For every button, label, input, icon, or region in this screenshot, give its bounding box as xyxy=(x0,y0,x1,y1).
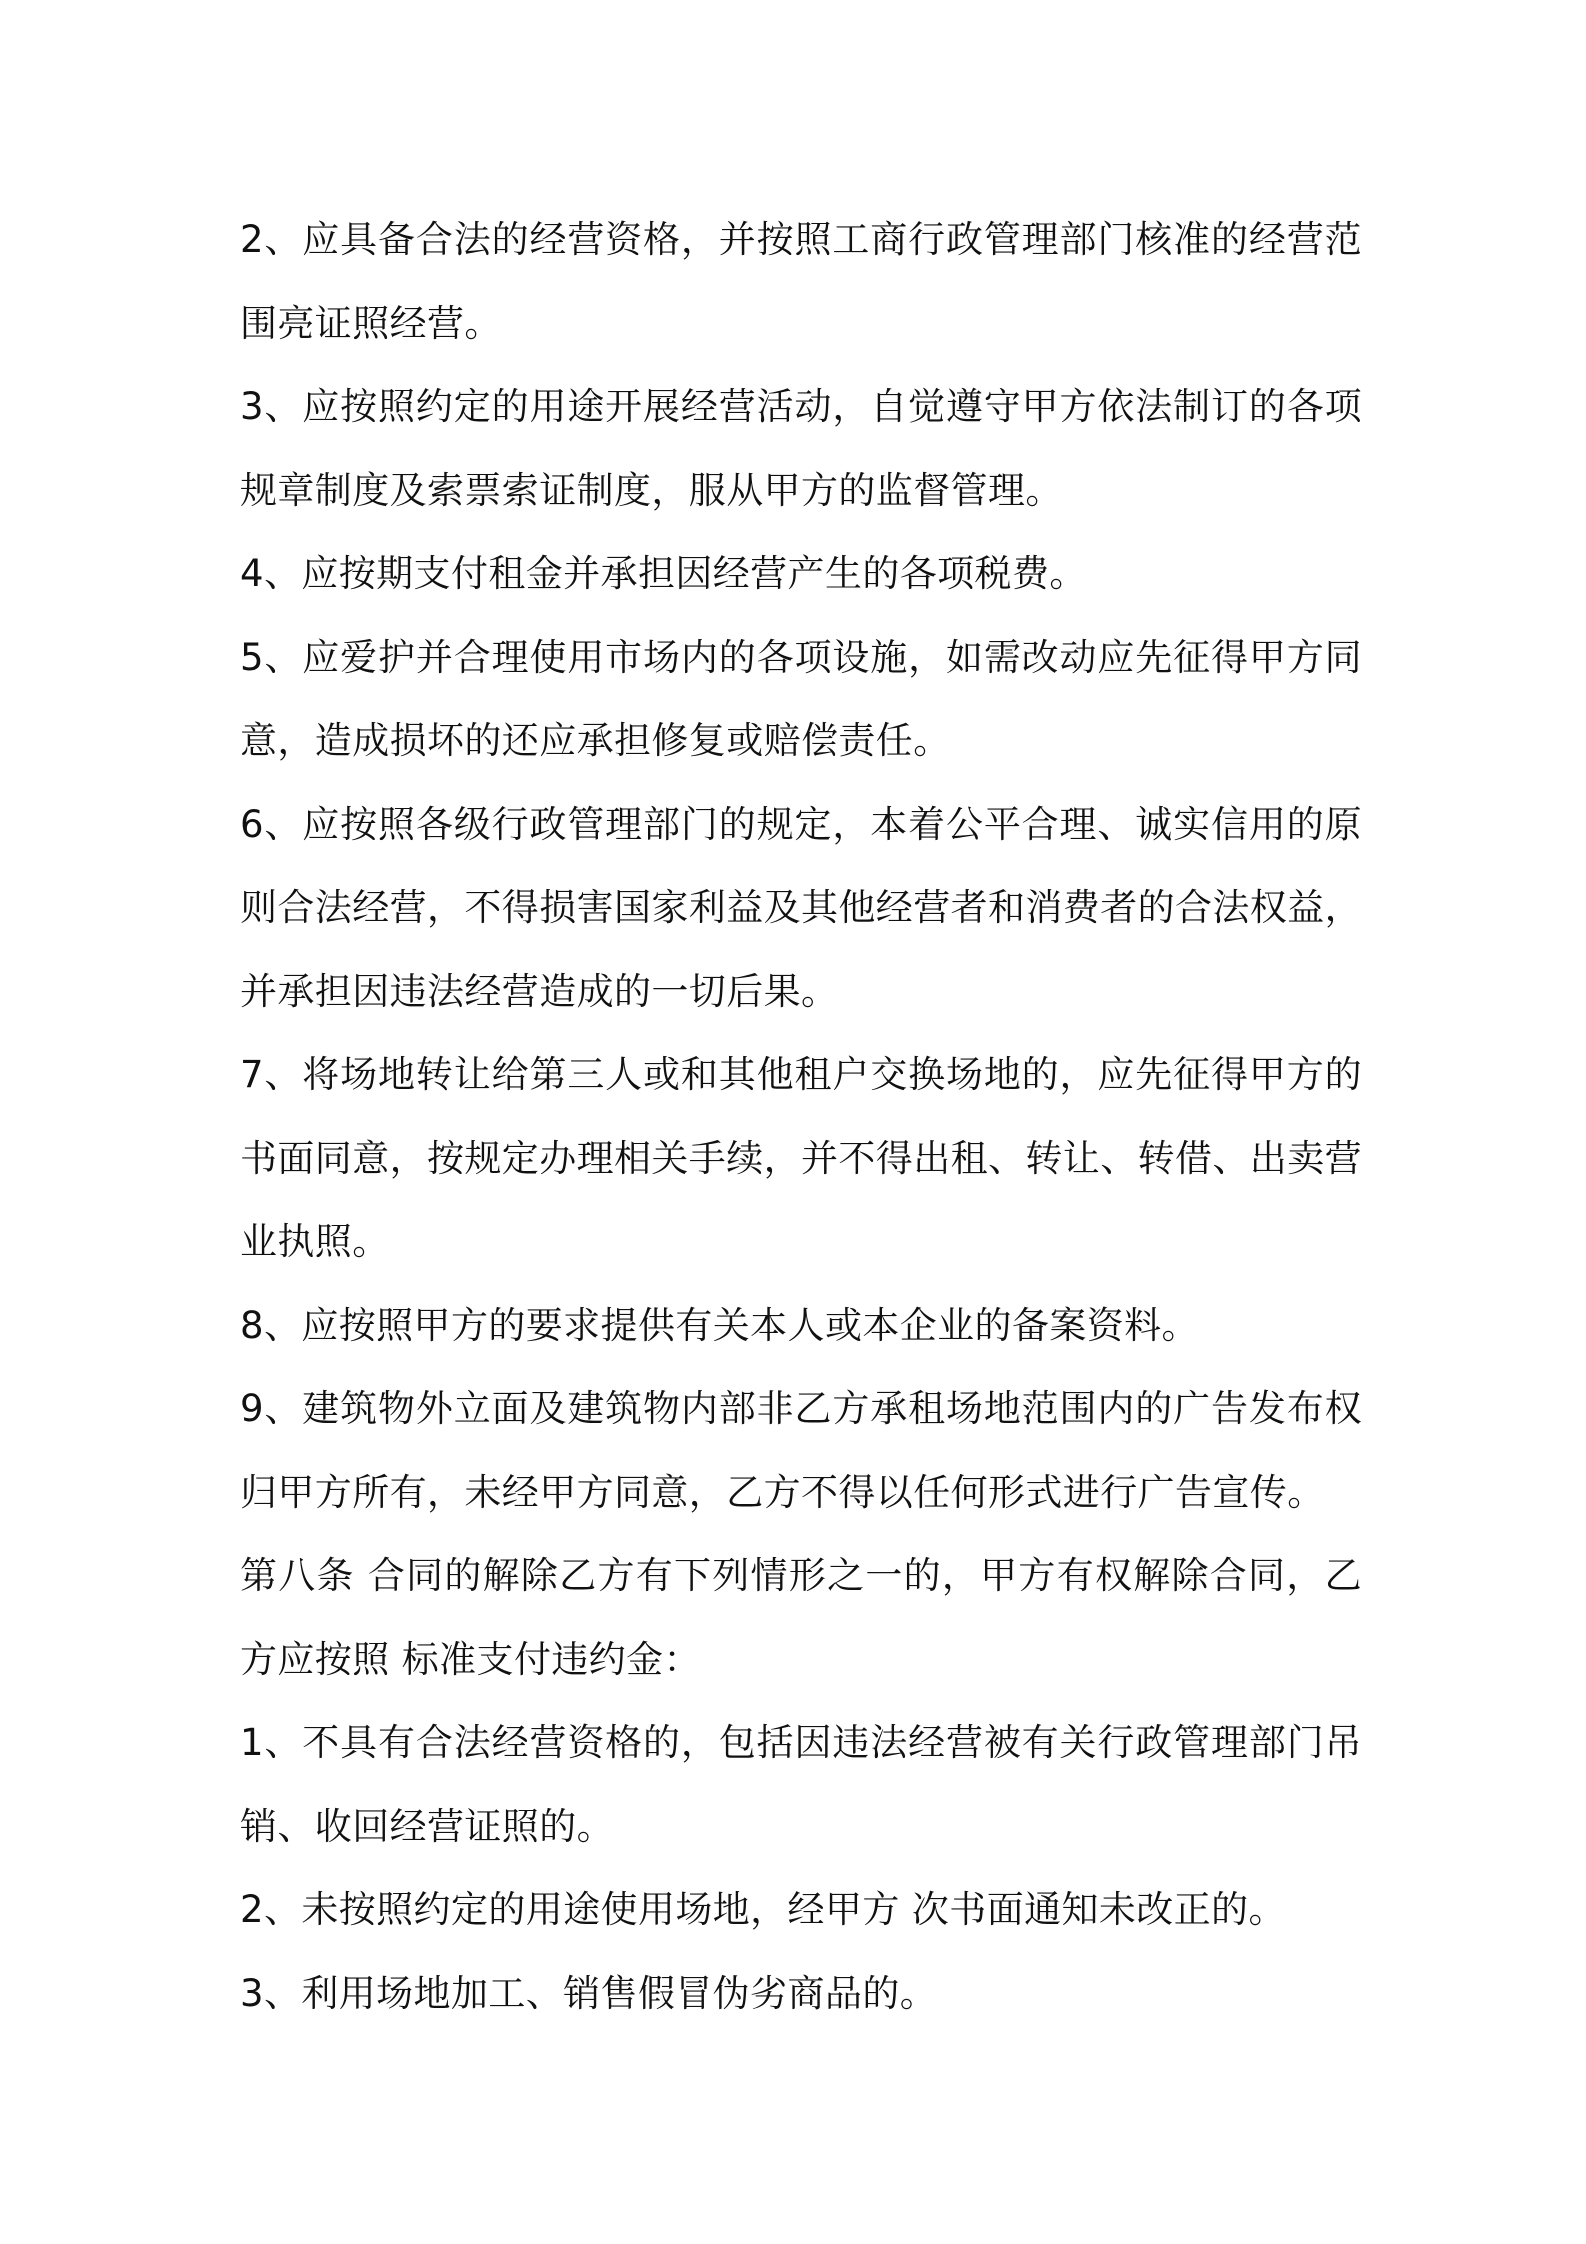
text-line: 第八条 合同的解除乙方有下列情形之一的，甲方有权解除合同，乙 xyxy=(240,1554,1362,1597)
text-line: 则合法经营，不得损害国家利益及其他经营者和消费者的合法权益， xyxy=(240,886,1362,929)
text-line: 4、应按期支付租金并承担因经营产生的各项税费。 xyxy=(240,552,1087,595)
text-line: 3、应按照约定的用途开展经营活动，自觉遵守甲方依法制订的各项 xyxy=(240,385,1362,428)
text-line: 并承担因违法经营造成的一切后果。 xyxy=(240,969,839,1013)
text-line: 5、应爱护并合理使用市场内的各项设施，如需改动应先征得甲方同 xyxy=(240,635,1362,679)
text-line: 规章制度及索票索证制度，服从甲方的监督管理。 xyxy=(240,468,1063,512)
text-line: 9、建筑物外立面及建筑物内部非乙方承租场地范围内的广告发布权 xyxy=(240,1387,1362,1430)
text-line: 6、应按照各级行政管理部门的规定，本着公平合理、诚实信用的原 xyxy=(240,802,1362,846)
text-line: 8、应按照甲方的要求提供有关本人或本企业的备案资料。 xyxy=(240,1303,1199,1347)
text-line: 7、将场地转让给第三人或和其他租户交换场地的，应先征得甲方的 xyxy=(240,1053,1362,1096)
text-line: 2、应具备合法的经营资格，并按照工商行政管理部门核准的经营范 xyxy=(240,218,1362,261)
text-line: 围亮证照经营。 xyxy=(240,301,502,345)
text-line: 业执照。 xyxy=(240,1220,390,1263)
text-line: 意，造成损坏的还应承担修复或赔偿责任。 xyxy=(240,719,951,762)
text-line: 2、未按照约定的用途使用场地，经甲方 次书面通知未改正的。 xyxy=(240,1888,1286,1931)
text-line: 销、收回经营证照的。 xyxy=(240,1804,614,1848)
text-line: 1、不具有合法经营资格的，包括因违法经营被有关行政管理部门吊 xyxy=(240,1721,1362,1764)
text-line: 归甲方所有，未经甲方同意，乙方不得以任何形式进行广告宣传。 xyxy=(240,1470,1325,1514)
text-line: 3、利用场地加工、销售假冒伪劣商品的。 xyxy=(240,1971,938,2015)
text-line: 方应按照 标准支付违约金： xyxy=(240,1637,701,1681)
document-body xyxy=(240,198,1362,2035)
text-line: 书面同意，按规定办理相关手续，并不得出租、转让、转借、出卖营 xyxy=(240,1136,1362,1180)
